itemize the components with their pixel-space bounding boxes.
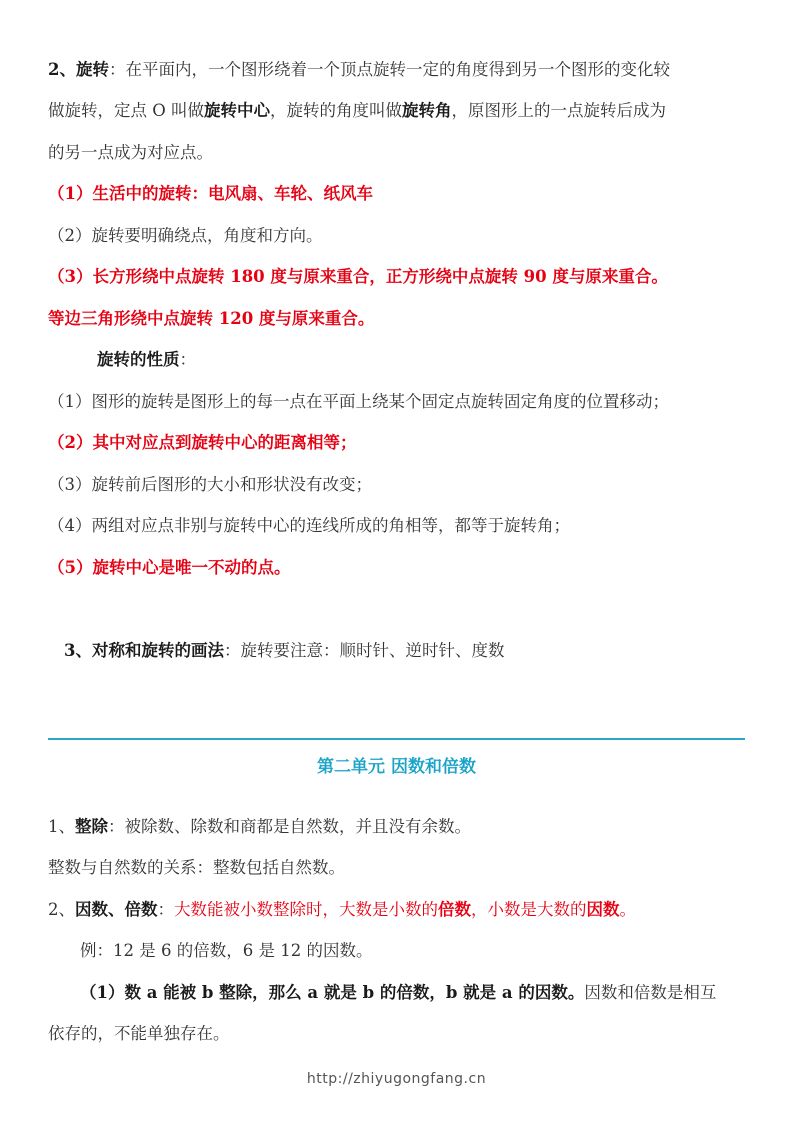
term-rotation: 旋转 <box>75 60 109 79</box>
divisible-definition: ：被除数、除数和商都是自然数，并且没有余数。 <box>108 817 471 836</box>
item-number: 1、 <box>48 817 75 836</box>
drawing-method-text: ：旋转要注意：顺时针、逆时针、度数 <box>223 641 505 660</box>
footer-url[interactable]: http://zhiyugongfang.cn <box>306 1071 487 1087</box>
section-divider <box>48 738 745 740</box>
drawing-method-line <box>64 639 745 663</box>
integer-relation-line: 整数与自然数的关系：整数包括自然数。 <box>48 858 345 877</box>
properties-heading-colon: ： <box>179 350 196 369</box>
factor-text: 。 <box>619 900 636 919</box>
definition-text: ，旋转的角度叫做 <box>270 101 403 120</box>
properties-heading-text: 旋转的性质 <box>97 350 180 369</box>
term-rotation-center: 旋转中心 <box>204 101 271 120</box>
factor-text: 大数能被小数整除时，大数是小数的 <box>174 900 438 919</box>
definition-text: ，原图形上的一点旋转后成为 <box>451 101 667 120</box>
term-factor: 因数 <box>586 900 620 919</box>
rotation-item-2: （2）旋转要明确绕点，角度和方向。 <box>48 226 323 245</box>
rotation-definition-line-2 <box>48 99 745 123</box>
divisible-line <box>48 815 745 839</box>
note-1-line-1 <box>80 981 745 1005</box>
note-1-text: 因数和倍数是相互 <box>584 983 717 1002</box>
factor-multiple-line <box>48 898 745 922</box>
factor-text: ，小数是大数的 <box>471 900 587 919</box>
properties-heading <box>97 348 745 372</box>
rotation-definition-line-3: 的另一点成为对应点。 <box>48 143 213 162</box>
item-number: 2、 <box>48 900 75 919</box>
property-2: （2）其中对应点到旋转中心的距离相等； <box>48 433 357 452</box>
section-number: 2、 <box>48 60 76 79</box>
rotation-item-3-line-1: （3）长方形绕中点旋转 180 度与原来重合，正方形绕中点旋转 90 度与原来重合。 <box>48 267 668 286</box>
note-1-line-2: 依存的，不能单独存在。 <box>48 1024 230 1043</box>
rotation-definition-text: ：在平面内，一个图形绕着一个顶点旋转一定的角度得到另一个图形的变化较 <box>108 60 670 79</box>
property-5: （5）旋转中心是唯一不动的点。 <box>48 558 291 577</box>
property-1: （1）图形的旋转是图形上的每一点在平面上绕某个固定点旋转固定角度的位置移动； <box>48 392 669 411</box>
rotation-definition-line-1 <box>48 58 745 82</box>
example-line: 例：12 是 6 的倍数，6 是 12 的因数。 <box>80 941 373 960</box>
property-4: （4）两组对应点非别与旋转中心的连线所成的角相等，都等于旋转角； <box>48 516 570 535</box>
rotation-item-3-line-2: 等边三角形绕中点旋转 120 度与原来重合。 <box>48 309 375 328</box>
drawing-method-title: 3、对称和旋转的画法 <box>64 641 224 660</box>
term-rotation-angle: 旋转角 <box>402 101 452 120</box>
unit-2-title: 第二单元 因数和倍数 <box>317 757 476 777</box>
definition-text: 做旋转，定点 O 叫做 <box>48 101 205 120</box>
term-multiple: 倍数 <box>438 900 471 919</box>
term-factor-multiple: 因数、倍数 <box>75 900 158 919</box>
colon: ： <box>157 900 174 919</box>
note-1-bold: （1）数 a 能被 b 整除，那么 a 就是 b 的倍数，b 就是 a 的因数。 <box>80 983 585 1002</box>
term-divisible: 整除 <box>75 817 108 836</box>
property-3: （3）旋转前后图形的大小和形状没有改变； <box>48 475 372 494</box>
rotation-item-1: （1）生活中的旋转：电风扇、车轮、纸风车 <box>48 184 373 203</box>
